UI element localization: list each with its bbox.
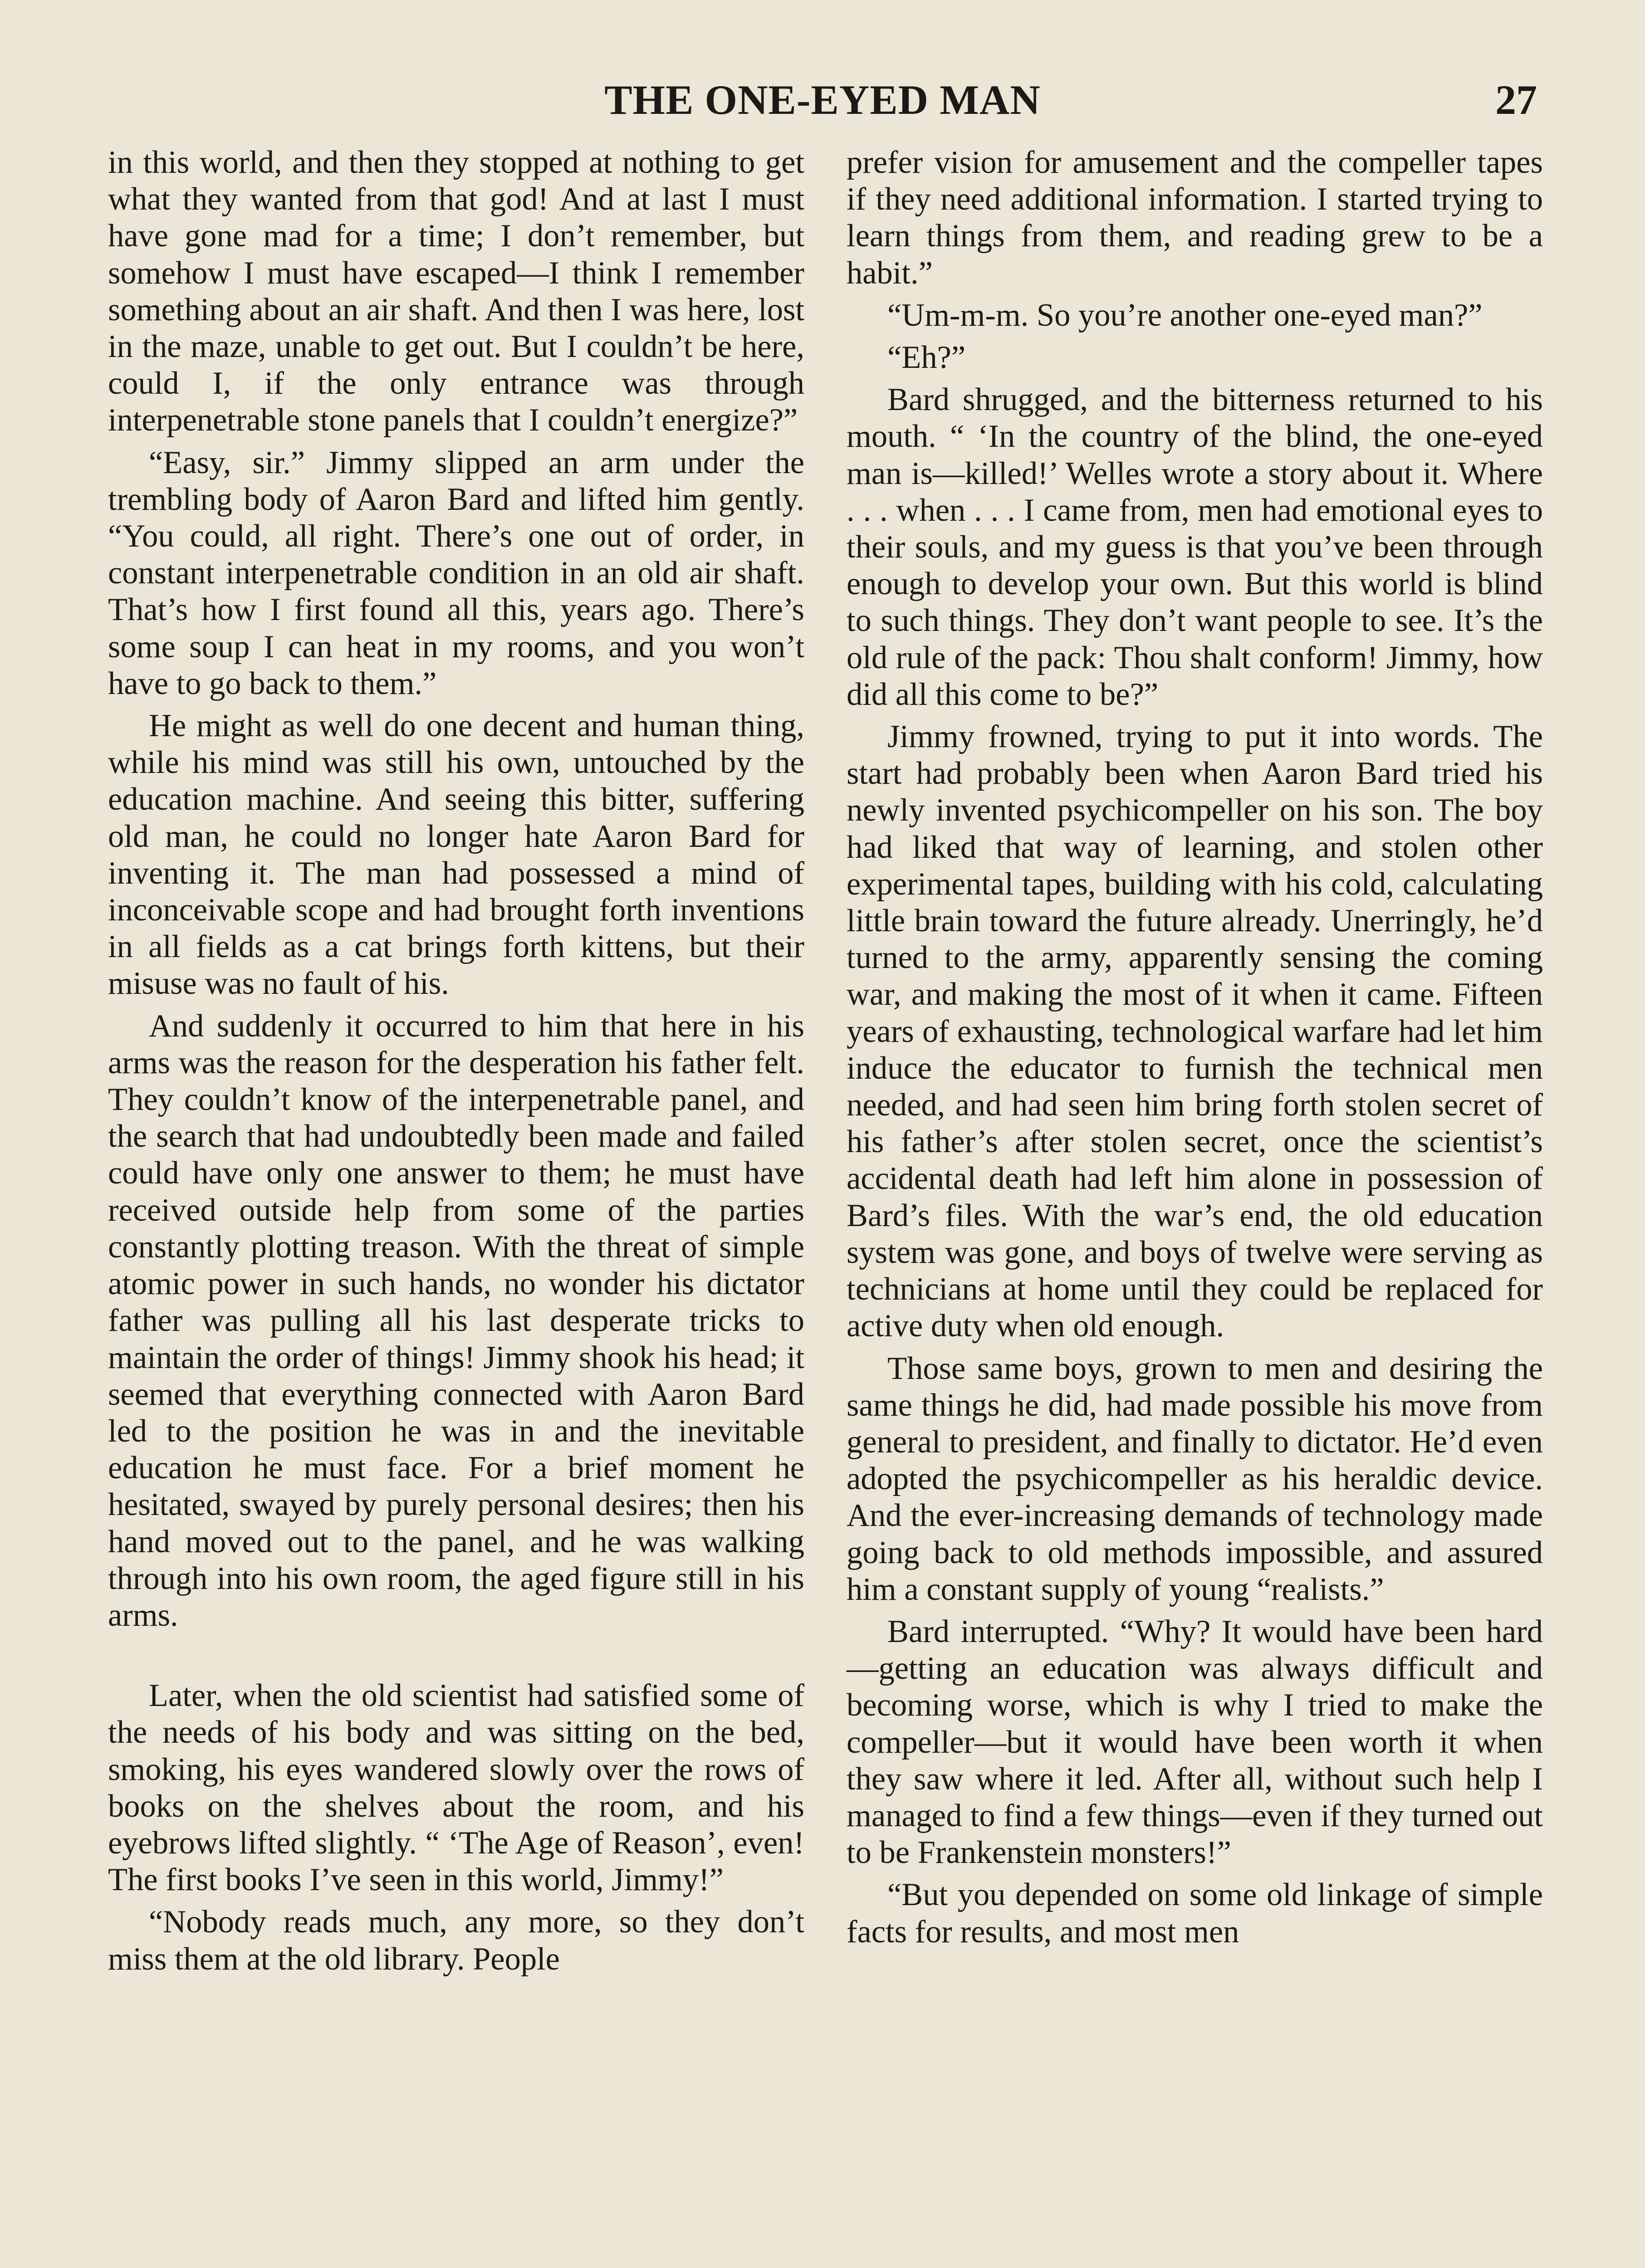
paragraph: Bard interrupted. “Why? It would have been hard—getting an education was always difficult and becoming worse, which is why I tried to make the compeller—but it would have been worth it when they saw where it led. After all, without such help I managed to find a few things—even if they turned out to be Frankenstein monsters!” xyxy=(847,1613,1543,1871)
running-title: THE ONE-EYED MAN xyxy=(604,77,1041,123)
paragraph: Later, when the old scientist had satisfied some of the needs of his body and was sitting on the bed, smoking, his eyes wandered slowly over the rows of books on the shelves about the room, and his eyebrows lifted slightly. “ ‘The Age of Reason’, even! The first books I’ve seen in this world, Jimmy!” xyxy=(108,1678,804,1898)
left-column xyxy=(108,144,804,1983)
paragraph: And suddenly it occurred to him that here in his arms was the reason for the desperation his father felt. They couldn’t know of the interpenetrable panel, and the search that had undoubtedly been made and failed could have only one answer to them; he must have received outside help from some of the parties constantly plotting treason. With the threat of simple atomic power in such hands, no wonder his dictator father was pulling all his last desperate tricks to maintain the order of things! Jimmy shook his head; it seemed that everything connected with Aaron Bard led to the position he was in and the inevitable education he must face. For a brief moment he hesitated, swayed by purely personal desires; then his hand moved out to the panel, and he was walking through into his own room, the aged figure still in his arms. xyxy=(108,1008,804,1633)
paragraph: in this world, and then they stopped at nothing to get what they wanted from that god! And at last I must have gone mad for a time; I don’t remember, but somehow I must have escaped—I think I remember something about an air shaft. And then I was here, lost in the maze, unable to get out. But I couldn’t be here, could I, if the only entrance was through interpenetrable stone panels that I couldn’t energize?” xyxy=(108,145,804,438)
paragraph: He might as well do one decent and human thing, while his mind was still his own, untouched by the education machine. And seeing this bitter, suffering old man, he could no longer hate Aaron Bard for inventing it. The man had possessed a mind of inconceivable scope and had brought forth inventions in all fields as a cat brings forth kittens, but their misuse was no fault of his. xyxy=(108,708,804,1002)
paragraph: Bard shrugged, and the bitterness returned to his mouth. “ ‘In the country of the blind, the one-eyed man is—killed!’ Welles wrote a story about it. Where . . . when . . . I came from, men had emotional eyes to their souls, and my guess is that you’ve been through enough to develop your own. But this world is blind to such things. They don’t want people to see. It’s the old rule of the pack: Thou shalt conform! Jimmy, how did all this come to be?” xyxy=(847,382,1543,712)
paragraph: Jimmy frowned, trying to put it into words. The start had probably been when Aaron Bard tried his newly invented psychicompeller on his son. The boy had liked that way of learning, and stolen other experimental tapes, building with his cold, calculating little brain toward the future already. Unerringly, he’d turned to the army, apparently sensing the coming war, and making the most of it when it came. Fifteen years of exhausting, technological warfare had let him induce the educator to furnish the technical men needed, and had seen him bring forth stolen secret of his father’s after stolen secret, once the scientist’s accidental death had left him alone in possession of Bard’s files. With the war’s end, the old education system was gone, and boys of twelve were serving as technicians at home until they could be replaced for active duty when old enough. xyxy=(847,719,1543,1344)
paragraph: Those same boys, grown to men and desiring the same things he did, had made possible his move from general to president, and finally to dictator. He’d even adopted the psychicompeller as his heraldic device. And the ever-increasing demands of technology made going back to old methods impossible, and assured him a constant supply of young “realists.” xyxy=(847,1350,1543,1607)
paragraph: “Eh?” xyxy=(887,340,966,376)
paragraph: prefer vision for amusement and the compeller tapes if they need additional information. I started trying to learn things from them, and reading grew to be a habit.” xyxy=(847,145,1543,291)
right-column xyxy=(847,144,1543,1956)
page-number: 27 xyxy=(1495,77,1537,123)
paragraph: “Nobody reads much, any more, so they don’t miss them at the old library. People xyxy=(108,1904,804,1977)
paragraph: “Easy, sir.” Jimmy slipped an arm under the trembling body of Aaron Bard and lifted him gently. “You could, all right. There’s one out of order, in constant interpenetrable condition in an old air shaft. That’s how I first found all this, years ago. There’s some soup I can heat in my rooms, and you won’t have to go back to them.” xyxy=(108,445,804,701)
paragraph: “But you depended on some old linkage of simple facts for results, and most men xyxy=(847,1877,1543,1950)
paragraph: “Um-m-m. So you’re another one-eyed man?” xyxy=(887,297,1483,333)
running-header xyxy=(108,73,1537,127)
